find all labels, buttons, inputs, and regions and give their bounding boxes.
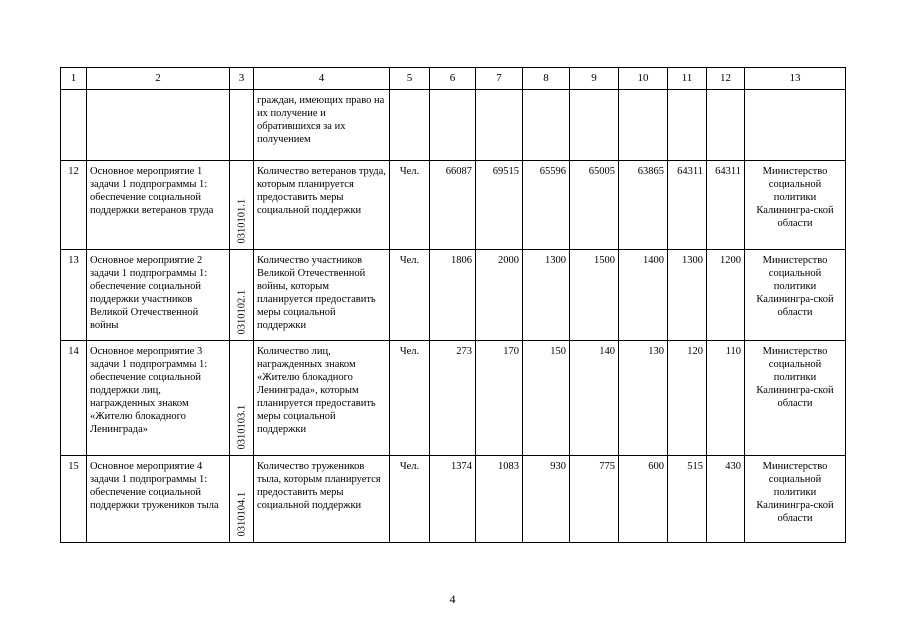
- column-header-1: 1: [61, 68, 87, 90]
- column-header-6: 6: [430, 68, 476, 90]
- table-row: [61, 250, 846, 341]
- cell-indicator: граждан, имеющих право на их получение и обратившихся за их получением: [254, 90, 390, 161]
- page-number: 4: [449, 592, 456, 606]
- cell-indicator: Количество участников Великой Отечественной войны, которым планируется предоставить меры социальной поддержки: [254, 250, 390, 341]
- cell-value-11: 120: [668, 341, 707, 456]
- cell-code: [230, 456, 254, 543]
- cell-code: [230, 90, 254, 161]
- cell-no: 15: [61, 456, 87, 543]
- cell-value-10: [619, 90, 668, 161]
- cell-value-11: 1300: [668, 250, 707, 341]
- cell-no: 14: [61, 341, 87, 456]
- cell-value-7: 170: [476, 341, 523, 456]
- cell-code-text: 0310101.1: [236, 198, 247, 244]
- cell-code-text: 0310102.1: [236, 289, 247, 335]
- cell-unit: Чел.: [390, 341, 430, 456]
- cell-value-7: [476, 90, 523, 161]
- cell-value-8: 930: [523, 456, 570, 543]
- column-header-9: 9: [570, 68, 619, 90]
- cell-value-12: 64311: [707, 161, 745, 250]
- cell-org: Министерство социальной политики Калинингра-ской области: [745, 161, 846, 250]
- data-table: [60, 67, 846, 543]
- cell-value-6: 1806: [430, 250, 476, 341]
- cell-code: [230, 341, 254, 456]
- cell-code: [230, 250, 254, 341]
- cell-value-9: 65005: [570, 161, 619, 250]
- cell-value-8: [523, 90, 570, 161]
- cell-event: [87, 90, 230, 161]
- cell-value-9: 1500: [570, 250, 619, 341]
- cell-unit: Чел.: [390, 250, 430, 341]
- cell-org: Министерство социальной политики Калинингра-ской области: [745, 250, 846, 341]
- cell-code: [230, 161, 254, 250]
- cell-no: [61, 90, 87, 161]
- cell-value-9: 140: [570, 341, 619, 456]
- cell-event: Основное мероприятие 4 задачи 1 подпрограммы 1: обеспечение социальной поддержки тружеников тыла: [87, 456, 230, 543]
- cell-no: 13: [61, 250, 87, 341]
- cell-value-11: 515: [668, 456, 707, 543]
- table-row: [61, 341, 846, 456]
- cell-code-text: 0310103.1: [236, 404, 247, 450]
- column-header-11: 11: [668, 68, 707, 90]
- cell-value-11: 64311: [668, 161, 707, 250]
- cell-value-12: 110: [707, 341, 745, 456]
- cell-value-10: 600: [619, 456, 668, 543]
- cell-code-text: 0310104.1: [236, 491, 247, 537]
- cell-unit: Чел.: [390, 161, 430, 250]
- cell-indicator: Количество тружеников тыла, которым планируется предоставить меры социальной поддержки: [254, 456, 390, 543]
- cell-value-10: 63865: [619, 161, 668, 250]
- column-header-12: 12: [707, 68, 745, 90]
- column-header-3: 3: [230, 68, 254, 90]
- cell-value-6: 66087: [430, 161, 476, 250]
- column-header-5: 5: [390, 68, 430, 90]
- cell-value-8: 65596: [523, 161, 570, 250]
- cell-value-8: 1300: [523, 250, 570, 341]
- cell-value-12: [707, 90, 745, 161]
- header-row: [61, 68, 846, 90]
- cell-org: [745, 90, 846, 161]
- cell-value-6: 273: [430, 341, 476, 456]
- cell-value-7: 1083: [476, 456, 523, 543]
- cell-org: Министерство социальной политики Калинингра-ской области: [745, 456, 846, 543]
- cell-value-6: 1374: [430, 456, 476, 543]
- cell-value-12: 1200: [707, 250, 745, 341]
- cell-value-7: 69515: [476, 161, 523, 250]
- cell-value-10: 130: [619, 341, 668, 456]
- column-header-8: 8: [523, 68, 570, 90]
- cell-value-9: 775: [570, 456, 619, 543]
- column-header-10: 10: [619, 68, 668, 90]
- cell-indicator: Количество лиц, награжденных знаком «Жителю блокадного Ленинграда», которым планируется предоставить меры социальной поддержки: [254, 341, 390, 456]
- table-row: [61, 456, 846, 543]
- cell-indicator: Количество ветеранов труда, которым планируется предоставить меры социальной поддержки: [254, 161, 390, 250]
- cell-event: Основное мероприятие 3 задачи 1 подпрограммы 1: обеспечение социальной поддержки лиц, награжденных знаком «Жителю блокадного Ленинграда»: [87, 341, 230, 456]
- cell-value-9: [570, 90, 619, 161]
- cell-event: Основное мероприятие 1 задачи 1 подпрограммы 1: обеспечение социальной поддержки ветеранов труда: [87, 161, 230, 250]
- table-row-continuation: [61, 90, 846, 161]
- column-header-2: 2: [87, 68, 230, 90]
- cell-unit: [390, 90, 430, 161]
- table-row: [61, 161, 846, 250]
- cell-value-12: 430: [707, 456, 745, 543]
- column-header-4: 4: [254, 68, 390, 90]
- cell-value-11: [668, 90, 707, 161]
- cell-value-8: 150: [523, 341, 570, 456]
- cell-unit: Чел.: [390, 456, 430, 543]
- cell-value-10: 1400: [619, 250, 668, 341]
- cell-value-7: 2000: [476, 250, 523, 341]
- cell-event: Основное мероприятие 2 задачи 1 подпрограммы 1: обеспечение социальной поддержки участников Великой Отечественной войны: [87, 250, 230, 341]
- cell-no: 12: [61, 161, 87, 250]
- column-header-13: 13: [745, 68, 846, 90]
- cell-value-6: [430, 90, 476, 161]
- cell-org: Министерство социальной политики Калинингра-ской области: [745, 341, 846, 456]
- column-header-7: 7: [476, 68, 523, 90]
